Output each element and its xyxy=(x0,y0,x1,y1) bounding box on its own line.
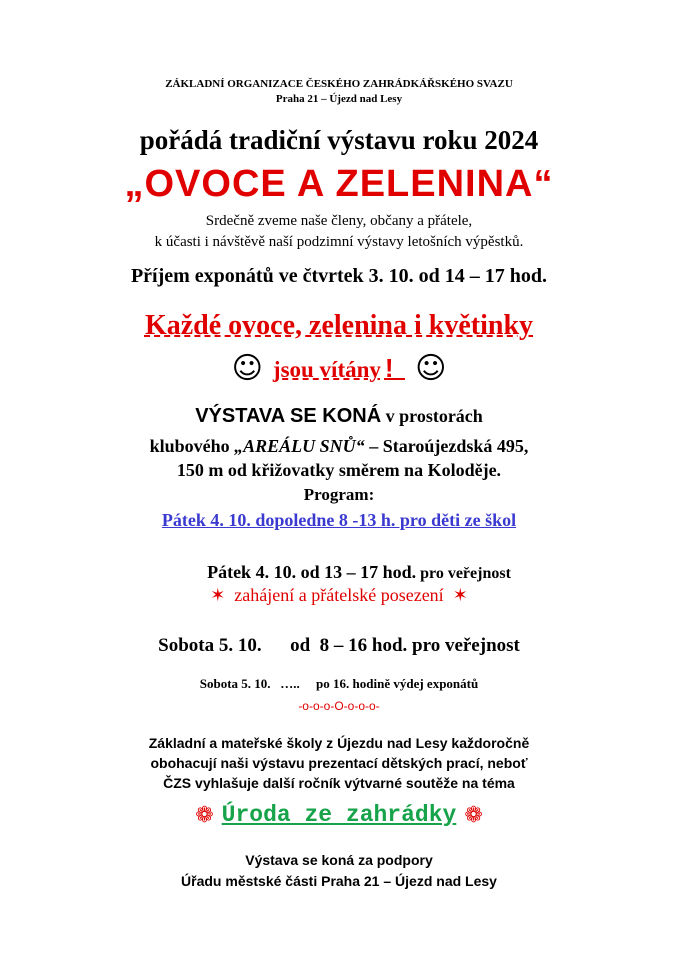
venue-prefix: klubového xyxy=(149,436,235,456)
venue-line-3: 150 m od křižovatky směrem na Koloděje. xyxy=(176,460,502,480)
friday-afternoon-audience: pro veřejnost xyxy=(416,565,511,582)
saturday-public: Sobota 5. 10. od 8 – 16 hod. pro veřejnost xyxy=(158,635,520,656)
welcome-line-1: Každé ovoce, zelenina i květinky xyxy=(144,310,534,341)
venue-line-1 xyxy=(0,405,678,428)
star-icon: ✶ xyxy=(452,585,468,606)
saturday-pickup: Sobota 5. 10. ….. po 16. hodině výdej exponátů xyxy=(199,676,479,691)
venue-address: – Staroújezdská 495, xyxy=(364,436,529,456)
contest-theme xyxy=(0,802,678,834)
venue-lead-rest: v prostorách xyxy=(381,406,483,426)
divider: -o-o-o-O-o-o-o- xyxy=(298,699,380,713)
headline: pořádá tradiční výstavu roku 2024 xyxy=(139,125,539,155)
invitation-line-1: Srdečně zveme naše členy, občany a přátele, xyxy=(205,213,473,229)
organization-location: Praha 21 – Újezd nad Lesy xyxy=(275,93,403,105)
welcome-text xyxy=(273,353,405,384)
organization-name: ZÁKLADNÍ ORGANIZACE ČESKÉHO ZAHRÁDKÁŘSKÉHO SVAZU xyxy=(165,78,513,90)
intake-info: Příjem exponátů ve čtvrtek 3. 10. od 14 – 17 hod. xyxy=(130,265,548,287)
flower-icon: ❁ xyxy=(464,802,483,828)
friday-morning: Pátek 4. 10. dopoledne 8 -13 h. pro děti ze škol xyxy=(161,510,517,530)
schools-line-2: obohacují naši výstavu prezentací dětských prací, neboť xyxy=(150,755,528,771)
welcome-exclamation: ! xyxy=(384,353,394,383)
star-icon: ✶ xyxy=(210,585,226,606)
schools-line-3: ČZS vyhlašuje další ročník výtvarné soutěže na téma xyxy=(163,775,515,791)
opening-text: zahájení a přátelské posezení xyxy=(234,585,444,605)
welcome-line-2 xyxy=(0,351,678,391)
program-label: Program: xyxy=(303,485,375,504)
schools-line-1: Základní a mateřské školy z Újezdu nad Lesy každoročně xyxy=(148,735,530,751)
friday-afternoon-time: Pátek 4. 10. od 13 – 17 hod. xyxy=(207,562,417,582)
smiley-icon: ☺ xyxy=(231,351,263,386)
exhibition-title: „OVOCE A ZELENINA“ xyxy=(124,163,554,205)
flower-icon: ❁ xyxy=(195,802,214,828)
support-line-1: Výstava se koná za podpory xyxy=(245,852,433,868)
support-line-2: Úřadu městské části Praha 21 – Újezd nad Lesy xyxy=(181,873,497,889)
smiley-icon: ☺ xyxy=(415,351,447,386)
opening-line xyxy=(0,585,678,606)
welcome-words: jsou vítány xyxy=(272,357,381,382)
invitation-line-2: k účasti i návštěvě naší podzimní výstavy letošních výpěstků. xyxy=(154,234,524,250)
venue-lead: VÝSTAVA SE KONÁ xyxy=(195,405,382,427)
friday-afternoon xyxy=(0,562,678,583)
contest-title: Úroda ze zahrádky xyxy=(221,802,457,828)
venue-line-2 xyxy=(0,436,678,457)
venue-name: „AREÁLU SNŮ“ xyxy=(234,436,365,456)
